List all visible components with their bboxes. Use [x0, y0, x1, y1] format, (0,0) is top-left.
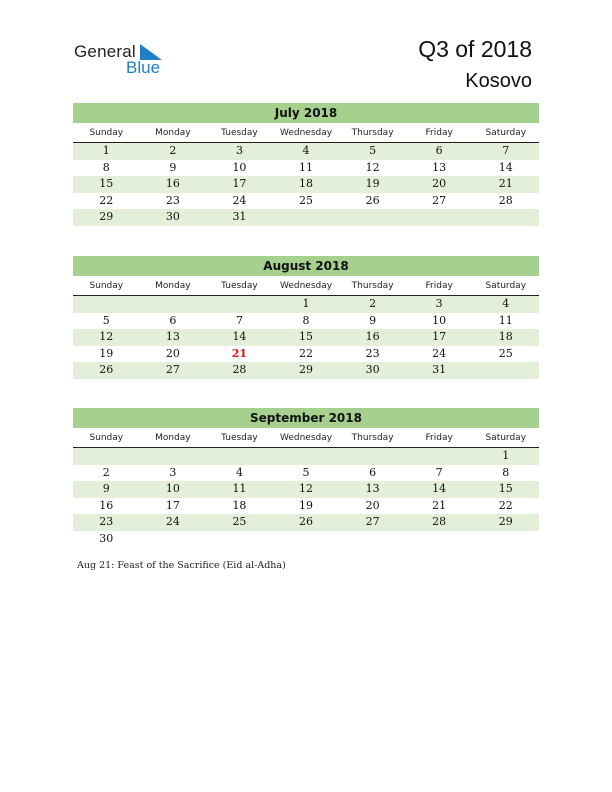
- day-cell: 3: [169, 465, 177, 479]
- day-cell: 15: [99, 177, 114, 190]
- day-cell: [206, 531, 273, 548]
- country-name: Kosovo: [465, 70, 532, 92]
- week-row: [73, 176, 539, 193]
- day-cell: [273, 209, 340, 226]
- week-row: [73, 481, 539, 498]
- day-cell: 15: [299, 330, 314, 343]
- day-cell: 3: [235, 144, 243, 157]
- weekday-label: Sunday: [89, 433, 124, 443]
- weekday-label: Tuesday: [221, 433, 258, 443]
- day-cell: 11: [232, 482, 247, 495]
- day-cell: 13: [165, 330, 180, 343]
- day-cell: 19: [299, 498, 314, 512]
- weekday-label: Wednesday: [279, 433, 333, 443]
- day-cell: 8: [302, 313, 310, 327]
- day-cell: 1: [502, 449, 510, 462]
- day-cell: 22: [99, 193, 114, 207]
- day-cell: 1: [302, 297, 310, 310]
- day-cell: 26: [365, 193, 380, 207]
- month-header: September 2018: [73, 408, 539, 428]
- day-cell: 16: [165, 177, 180, 190]
- day-cell: 25: [498, 346, 513, 360]
- day-cell: 2: [369, 297, 377, 310]
- day-cell: 28: [498, 193, 513, 207]
- day-cell: [140, 531, 207, 548]
- week-row: [73, 346, 539, 363]
- weekday-label: Friday: [425, 433, 453, 443]
- weekday-label: Wednesday: [279, 281, 333, 291]
- day-cell: 2: [169, 144, 177, 157]
- day-cell: 7: [235, 313, 243, 327]
- weekday-label: Friday: [425, 281, 453, 291]
- day-cell: 20: [365, 498, 380, 512]
- logo-general-text: General: [74, 42, 136, 61]
- day-cell: 27: [432, 193, 447, 207]
- week-row: [73, 531, 539, 548]
- day-cell: 9: [102, 482, 110, 495]
- day-cell: 5: [302, 465, 310, 479]
- day-cell: 20: [165, 346, 180, 360]
- day-cell: [140, 448, 207, 465]
- day-cell: [339, 448, 406, 465]
- week-row: [73, 514, 539, 531]
- day-cell: 22: [299, 346, 314, 360]
- day-cell: 8: [102, 160, 110, 174]
- holiday-day-cell: 21: [231, 346, 248, 360]
- day-cell: [406, 531, 473, 548]
- week-row: [73, 329, 539, 346]
- day-cell: 30: [165, 210, 180, 223]
- logo-blue-text: Blue: [126, 58, 161, 77]
- day-cell: 9: [369, 313, 377, 327]
- day-cell: 30: [365, 363, 380, 376]
- day-cell: 5: [369, 144, 377, 157]
- day-cell: 24: [232, 193, 247, 207]
- day-cell: 8: [502, 465, 510, 479]
- day-cell: 25: [232, 515, 247, 528]
- day-cell: 4: [302, 144, 310, 157]
- day-cell: 24: [432, 346, 447, 360]
- day-cell: 28: [432, 515, 447, 528]
- day-cell: 6: [369, 465, 377, 479]
- day-cell: 10: [432, 313, 447, 327]
- day-cell: 10: [165, 482, 180, 495]
- week-row: [73, 448, 539, 465]
- day-cell: 19: [365, 177, 380, 190]
- day-cell: 6: [169, 313, 177, 327]
- week-row: [73, 313, 539, 330]
- day-cell: 22: [498, 498, 513, 512]
- day-cell: 1: [102, 144, 110, 157]
- month-header: July 2018: [73, 103, 539, 123]
- day-cell: 20: [432, 177, 447, 190]
- day-cell: 16: [365, 330, 380, 343]
- holiday-note: Aug 21: Feast of the Sacrifice (Eid al-Adha): [77, 560, 286, 571]
- weekday-label: Tuesday: [221, 281, 258, 291]
- day-cell: [140, 296, 207, 313]
- day-cell: [273, 448, 340, 465]
- day-cell: 29: [299, 363, 314, 376]
- week-row: [73, 296, 539, 313]
- month-september: [73, 408, 539, 547]
- weekday-header-row: [73, 125, 539, 143]
- weekday-label: Monday: [155, 128, 191, 138]
- day-cell: 18: [498, 330, 513, 343]
- day-cell: 27: [165, 363, 180, 376]
- day-cell: [73, 448, 140, 465]
- day-cell: [206, 296, 273, 313]
- day-cell: 21: [432, 498, 447, 512]
- day-cell: 21: [498, 177, 513, 190]
- day-cell: [472, 362, 539, 379]
- day-cell: 12: [365, 160, 380, 174]
- day-cell: 12: [299, 482, 314, 495]
- day-cell: 23: [365, 346, 380, 360]
- weekday-label: Thursday: [351, 128, 394, 138]
- week-row: [73, 498, 539, 515]
- day-cell: 6: [435, 144, 443, 157]
- day-cell: 26: [299, 515, 314, 528]
- day-cell: 26: [99, 363, 114, 376]
- week-row: [73, 143, 539, 160]
- day-cell: 17: [432, 330, 447, 343]
- day-cell: [472, 531, 539, 548]
- day-cell: [339, 531, 406, 548]
- day-cell: 19: [99, 346, 114, 360]
- day-cell: 18: [299, 177, 314, 190]
- week-row: [73, 193, 539, 210]
- weekday-label: Saturday: [485, 281, 527, 291]
- weekday-label: Saturday: [485, 128, 527, 138]
- day-cell: 13: [365, 482, 380, 495]
- day-cell: 16: [99, 498, 114, 512]
- weekday-label: Sunday: [89, 128, 124, 138]
- day-cell: [273, 531, 340, 548]
- day-cell: 9: [169, 160, 177, 174]
- day-cell: 29: [99, 210, 114, 223]
- day-cell: 10: [232, 160, 247, 174]
- day-cell: 18: [232, 498, 247, 512]
- week-row: [73, 465, 539, 482]
- day-cell: 3: [435, 297, 443, 310]
- weekday-label: Monday: [155, 433, 191, 443]
- day-cell: [73, 296, 140, 313]
- day-cell: 4: [502, 297, 510, 310]
- day-cell: 29: [498, 515, 513, 528]
- day-cell: 11: [299, 160, 314, 174]
- weekday-header-row: [73, 278, 539, 296]
- day-cell: 25: [299, 193, 314, 207]
- day-cell: [339, 209, 406, 226]
- week-row: [73, 209, 539, 226]
- day-cell: [472, 209, 539, 226]
- day-cell: 2: [102, 465, 110, 479]
- day-cell: 7: [435, 465, 443, 479]
- day-cell: 27: [365, 515, 380, 528]
- weekday-label: Tuesday: [221, 128, 258, 138]
- day-cell: 13: [432, 160, 447, 174]
- week-row: [73, 362, 539, 379]
- month-july: [73, 103, 539, 226]
- weekday-label: Thursday: [351, 281, 394, 291]
- month-august: [73, 256, 539, 379]
- day-cell: 7: [502, 144, 510, 157]
- day-cell: 11: [498, 313, 513, 327]
- day-cell: [406, 448, 473, 465]
- day-cell: 4: [235, 465, 243, 479]
- day-cell: 17: [165, 498, 180, 512]
- day-cell: 31: [432, 363, 447, 376]
- weekday-header-row: [73, 430, 539, 448]
- day-cell: 14: [498, 160, 513, 174]
- day-cell: 5: [102, 313, 110, 327]
- weekday-label: Monday: [155, 281, 191, 291]
- weekday-label: Friday: [425, 128, 453, 138]
- day-cell: 23: [99, 515, 114, 528]
- day-cell: [206, 448, 273, 465]
- day-cell: 28: [232, 363, 247, 376]
- day-cell: 12: [99, 330, 114, 343]
- day-cell: 14: [432, 482, 447, 495]
- weekday-label: Saturday: [485, 433, 527, 443]
- day-cell: [406, 209, 473, 226]
- day-cell: 23: [165, 193, 180, 207]
- day-cell: 17: [232, 177, 247, 190]
- day-cell: 24: [165, 515, 180, 528]
- quarter-title: Q3 of 2018: [418, 36, 532, 62]
- week-row: [73, 160, 539, 177]
- day-cell: 30: [99, 531, 114, 545]
- day-cell: 31: [232, 210, 247, 223]
- weekday-label: Wednesday: [279, 128, 333, 138]
- weekday-label: Sunday: [89, 281, 124, 291]
- day-cell: 15: [498, 482, 513, 495]
- month-header: August 2018: [73, 256, 539, 276]
- logo: [74, 42, 184, 78]
- weekday-label: Thursday: [351, 433, 394, 443]
- day-cell: 14: [232, 330, 247, 343]
